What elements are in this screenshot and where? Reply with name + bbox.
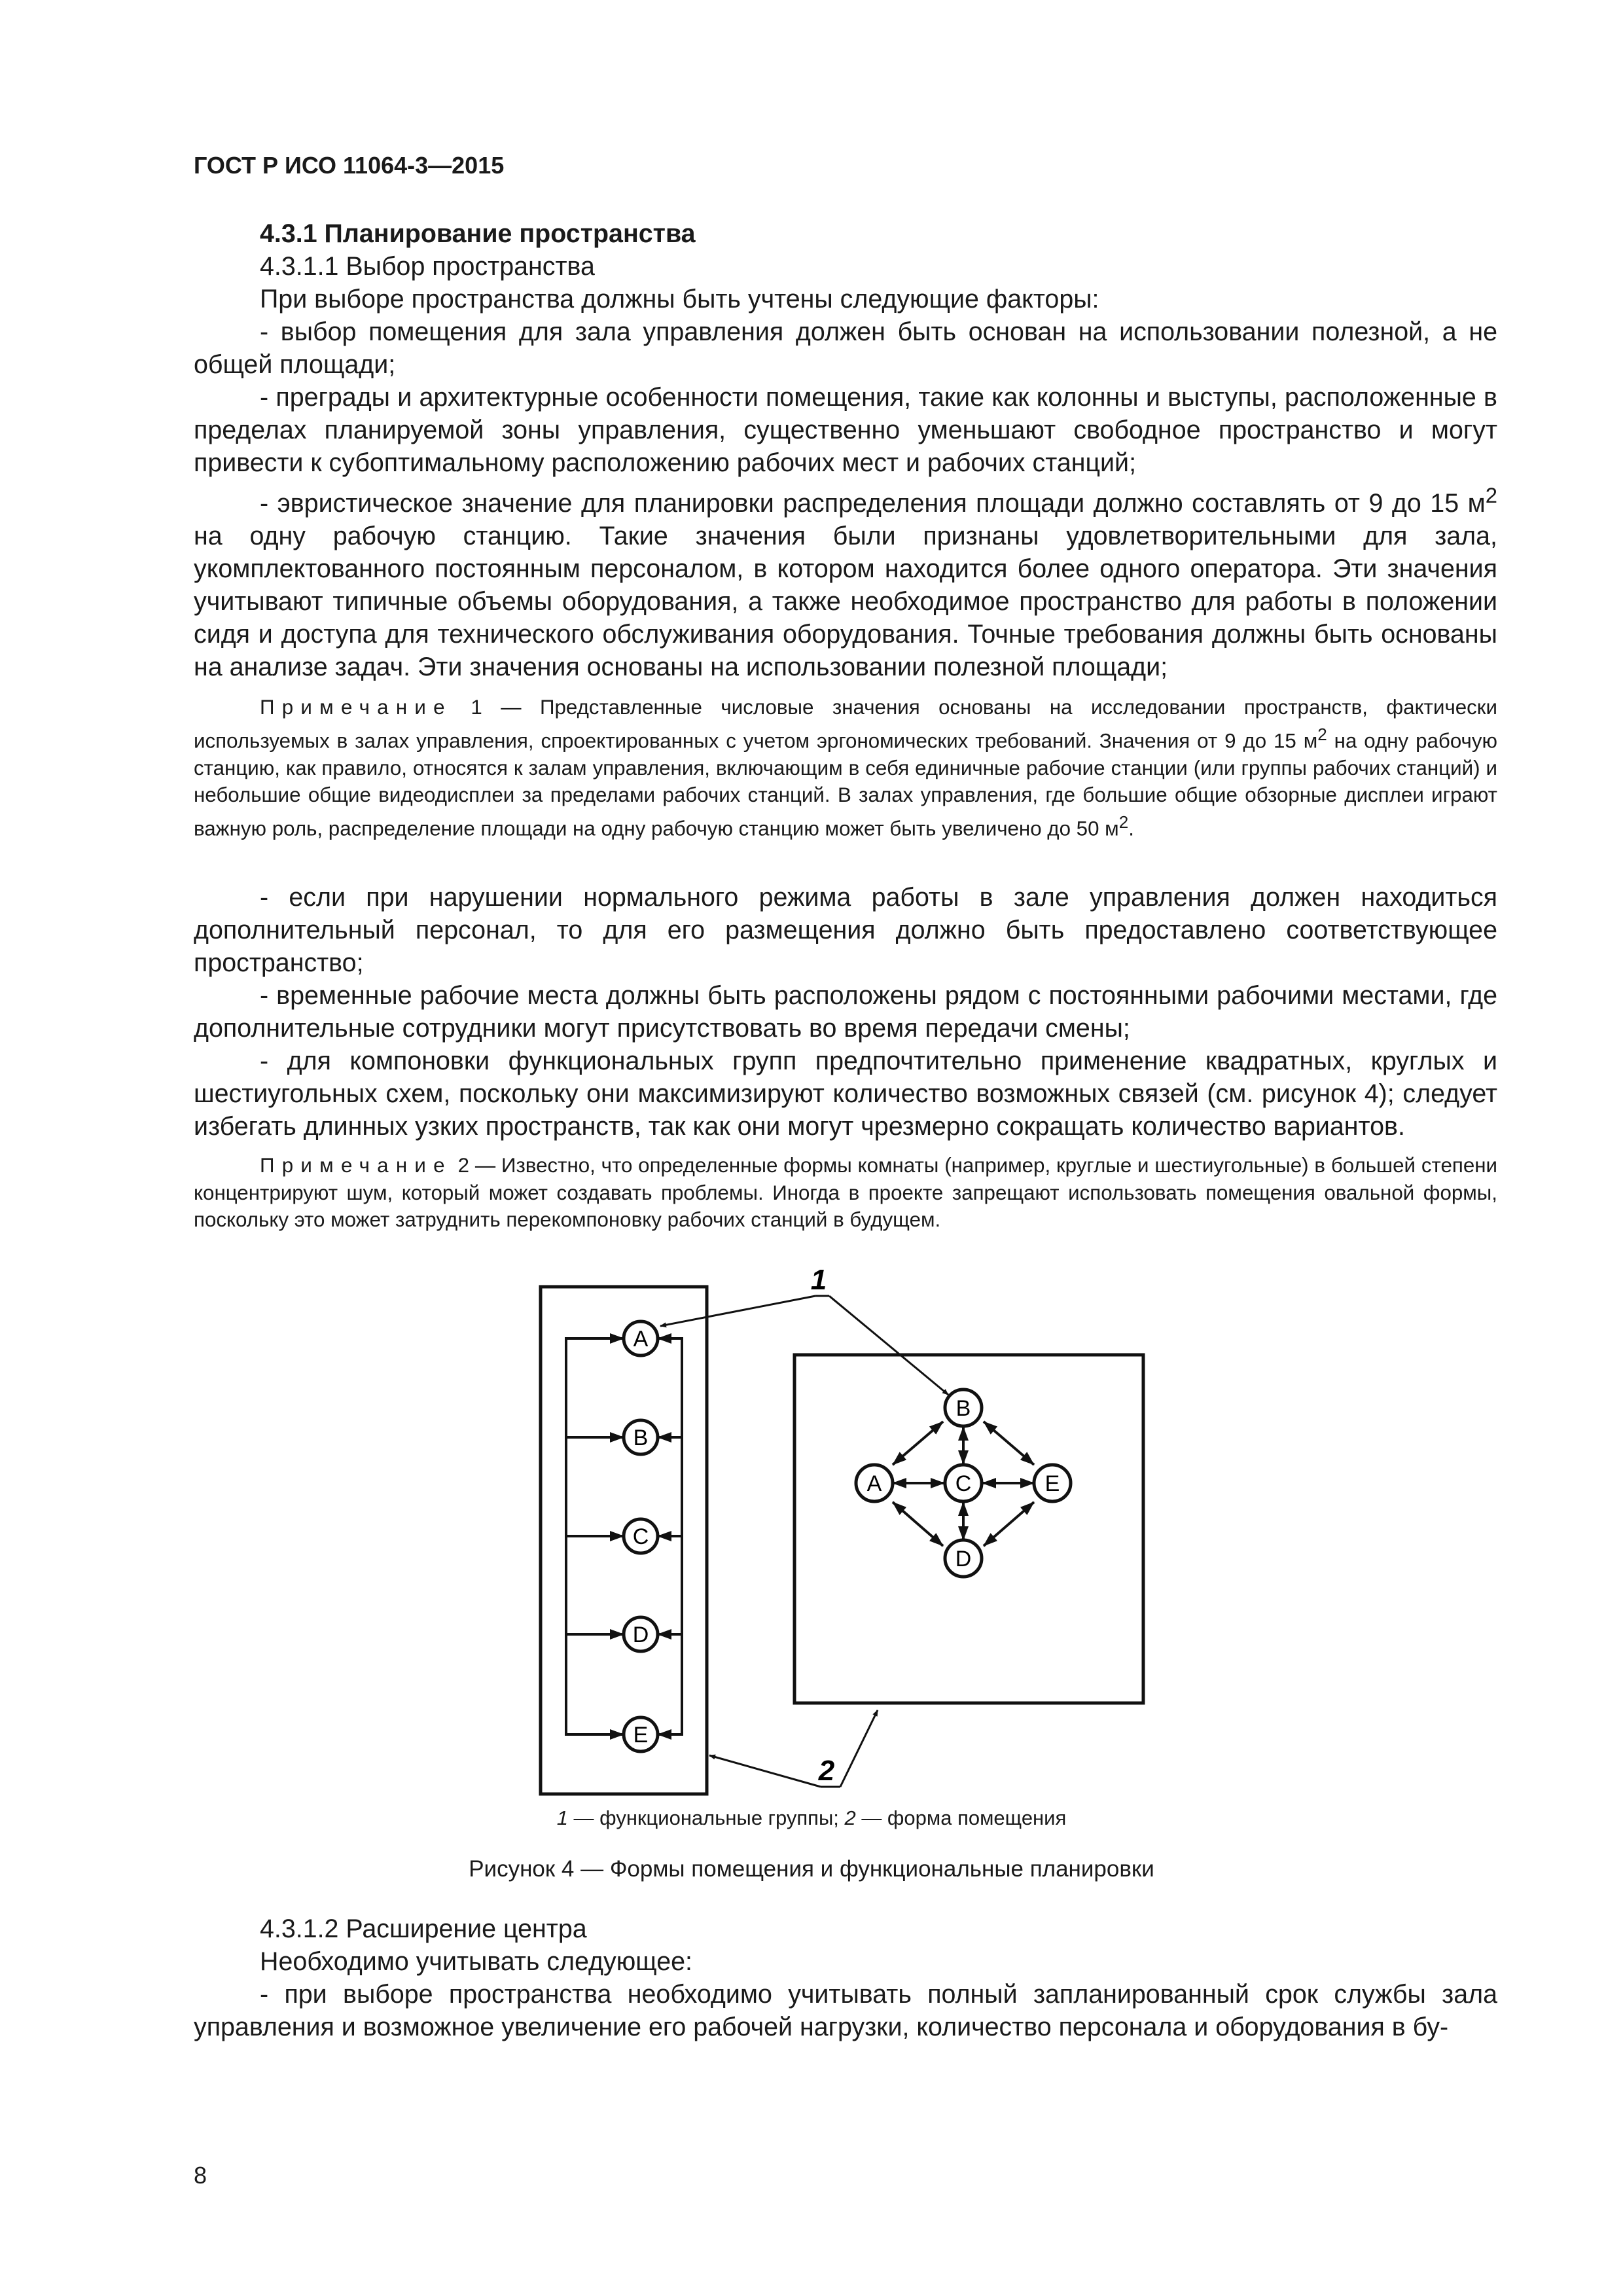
- figure-4: [537, 1260, 1492, 1810]
- node-d-right: [945, 1540, 982, 1577]
- svg-text:A: A: [633, 1327, 649, 1352]
- list-item: - эвристическое значение для планировки распределения площади должно составлять от 9 до 15 $м^2$ на одну рабочую станцию. Такие значения были признаны удовлетворительными для зала, укомплектованного постоянным персоналом, в котором находится более одного оператора. Эти значения учитывают типичные объемы оборудования, а также необходимое пространство для работы в положении сидя и доступа для технического обслуживания оборудования. Точные требования должны быть основаны на анализе задач. Эти значения основаны на использовании полезной площади;: [194, 483, 1497, 682]
- svg-text:2: 2: [818, 1755, 835, 1787]
- list-item: - для компоновки функциональных групп предпочтительно применение квадратных, круглых и шестиугольных схем, поскольку они максимизируют количество возможных связей (см. рисунок 4); следует избегать длинных узких пространств, так как они могут чрезмерно сокращать количество вариантов.: [194, 1047, 1497, 1141]
- room-shapes-diagram: [537, 1260, 1492, 1810]
- list-item: - если при нарушении нормального режима работы в зале управления должен находиться дополнительный персонал, то для его размещения должно быть предоставлено соответствующее пространство;: [194, 883, 1497, 977]
- list-item: - преграды и архитектурные особенности помещения, такие как колонны и выступы, расположенные в пределах планируемой зоны управления, существенно уменьшают свободное пространство и могут привести к субоптимальному расположению рабочих мест и рабочих станций;: [194, 383, 1497, 477]
- list-item: - временные рабочие места должны быть расположены рядом с постоянными рабочими местами, где дополнительные сотрудники могут присутствовать во время передачи смены;: [194, 981, 1497, 1043]
- node-a-right: [856, 1465, 893, 1501]
- svg-text:B: B: [955, 1396, 971, 1421]
- note-2: Примечание 2 — Известно, что определенные формы комнаты (например, круглые и шестиугольные) в большей степени концентрируют шум, который может создавать проблемы. Иногда в проекте запрещают использовать помещения овальной формы, поскольку это может затруднить перекомпоновку рабочих станций в будущем.: [194, 1154, 1497, 1232]
- node-a-left: [624, 1321, 658, 1355]
- paragraph: Необходимо учитывать следующее:: [260, 1947, 693, 1976]
- node-b-left: [624, 1420, 658, 1454]
- section-title: 4.3.1 Планирование пространства: [260, 219, 696, 248]
- svg-text:C: C: [955, 1471, 972, 1496]
- note-label: Примечание: [260, 1154, 452, 1177]
- node-e-right: [1034, 1465, 1071, 1501]
- figure-legend: 1 — функциональные группы; 2 — форма помещения: [556, 1806, 1067, 1829]
- node-d-left: [624, 1617, 658, 1651]
- svg-text:B: B: [633, 1426, 649, 1450]
- svg-text:E: E: [633, 1723, 649, 1748]
- svg-text:D: D: [955, 1547, 972, 1571]
- section-4-3-1-2: [194, 1912, 1497, 2043]
- svg-text:A: A: [866, 1471, 882, 1496]
- section-4-3-1: [194, 217, 1497, 683]
- section-list-continued: [194, 881, 1497, 1143]
- node-c-right: [945, 1465, 982, 1501]
- note-1: Примечание 1 — Представленные числовые значения основаны на исследовании пространств, фактически используемых в залах управления, спроектированных с учетом эргономических требований. Значения от 9 до 15 $м^2$ на одну рабочую станцию, как правило, относятся к залам управления, включающим в себя единичные рабочие станции (или группы рабочих станций) и небольшие общие видеодисплеи за пределами рабочих станций. В залах управления, где большие общие обзорные дисплеи играют важную роль, распределение площади на одну рабочую станцию может быть увеличено до 50 $м^2$.: [194, 696, 1497, 840]
- callout-2: [709, 1710, 878, 1787]
- figure-caption: Рисунок 4 — Формы помещения и функциональные планировки: [469, 1856, 1154, 1882]
- note-label: Примечание: [260, 696, 452, 719]
- subsection-title: 4.3.1.2 Расширение центра: [260, 1914, 587, 1943]
- svg-text:D: D: [632, 1623, 649, 1647]
- svg-text:C: C: [632, 1524, 649, 1549]
- node-c-left: [624, 1519, 658, 1553]
- svg-text:1: 1: [810, 1264, 827, 1296]
- paragraph: При выборе пространства должны быть учтены следующие факторы:: [260, 285, 1099, 314]
- list-item: - выбор помещения для зала управления должен быть основан на использовании полезной, а не общей площади;: [194, 317, 1497, 379]
- document-header: ГОСТ Р ИСО 11064-3—2015: [194, 152, 505, 179]
- page-number: 8: [194, 2162, 207, 2189]
- callout-1: [660, 1264, 948, 1395]
- node-e-left: [624, 1717, 658, 1751]
- subsection-title: 4.3.1.1 Выбор пространства: [260, 252, 595, 281]
- node-b-right: [945, 1390, 982, 1426]
- list-item: - при выборе пространства необходимо учитывать полный запланированный срок службы зала управления и возможное увеличение его рабочей нагрузки, количество персонала и оборудования в бу-: [194, 1980, 1497, 2041]
- svg-text:E: E: [1044, 1471, 1060, 1496]
